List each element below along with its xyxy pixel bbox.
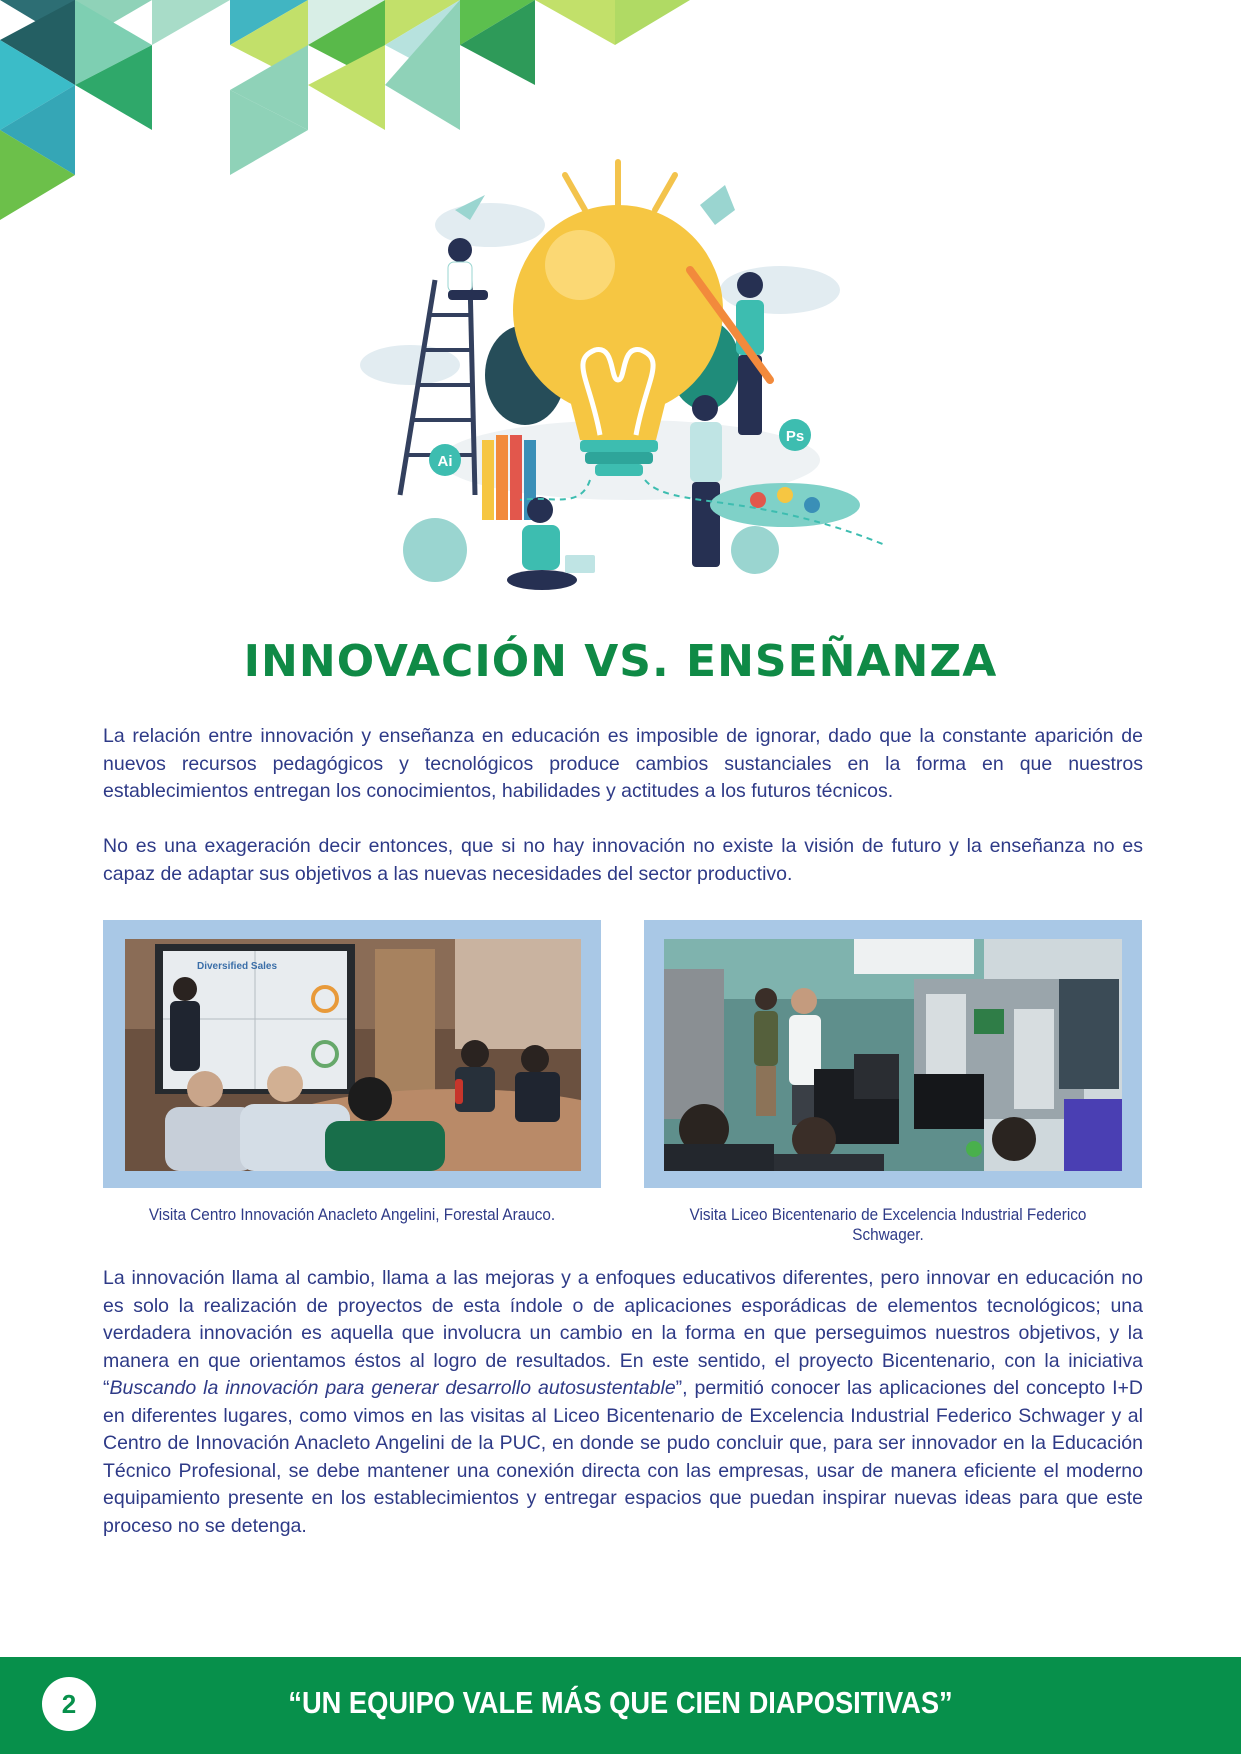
- photo-caption-right: Visita Liceo Bicentenario de Excelencia Industrial Federico Schwager.: [689, 1205, 1087, 1244]
- screen-text: Diversified Sales: [197, 961, 278, 972]
- second-paragraph: No es una exageración decir entonces, que si no hay innovación no existe la visión de futuro y la enseñanza no es capaz de adaptar sus objetivos a las nuevas necesidades del sector productivo.: [103, 835, 1143, 885]
- ai-badge-text: Ai: [437, 453, 453, 470]
- photo-caption-left: Visita Centro Innovación Anacleto Angelini, Forestal Arauco.: [148, 1205, 556, 1224]
- innovation-lightbulb-illustration: [350, 150, 900, 610]
- footer-bar: [0, 1657, 1241, 1754]
- initiative-quote: Buscando la innovación para generar desarrollo autosustentable: [109, 1377, 676, 1399]
- photo-centro-innovacion: [103, 920, 601, 1188]
- closing-paragraph: [103, 1265, 1143, 1540]
- intro-paragraph: La relación entre innovación y enseñanza en educación es imposible de ignorar, dado que la constante aparición de nuevos recursos pedagógicos y tecnológicos produce cambios sustanciales en la forma en que nuestros establecimientos entregan los conocimientos, habilidades y actitudes a los futuros técnicos.: [103, 725, 1143, 802]
- closing-paragraph-end: ”, permitió conocer las aplicaciones del concepto I+D en diferentes lugares, como vimos en las visitas al Liceo Bicentenario de Excelencia Industrial Federico Schwager y al Centro de Innovación Anacleto Angelini de la PUC, en donde se pudo concluir que, para ser innovador en la Educación Técnico Profesional, se debe mantener una conexión directa con las empresas, usar de manera eficiente el moderno equipamiento presente en los establecimientos y entregar espacios que puedan inspirar nuevas ideas para que este proceso no se detenga.: [103, 1377, 1143, 1537]
- pen-nib-icon: [700, 185, 735, 225]
- footer-slogan: “UN EQUIPO VALE MÁS QUE CIEN DIAPOSITIVAS”: [288, 1685, 953, 1720]
- ps-badge-text: Ps: [785, 428, 805, 445]
- closing-paragraph-start: La innovación llama al cambio, llama a las mejoras y a enfoques educativos diferentes, pero innovar en educación no es solo la realización de proyectos de esta índole o de aplicaciones esporádicas de elementos tecnológicos; una verdadera innovación es aquella que involucra un cambio en la forma en que perseguimos nuestros objetivos, y la manera en que orientamos éstos al logro de resultados. En este sentido, el proyecto Bicentenario, con la iniciativa “: [103, 1267, 1143, 1399]
- page-number: 2: [42, 1677, 96, 1731]
- photo-liceo-bicentenario: [644, 920, 1142, 1188]
- page-title: INNOVACIÓN VS. ENSEÑANZA: [243, 636, 998, 687]
